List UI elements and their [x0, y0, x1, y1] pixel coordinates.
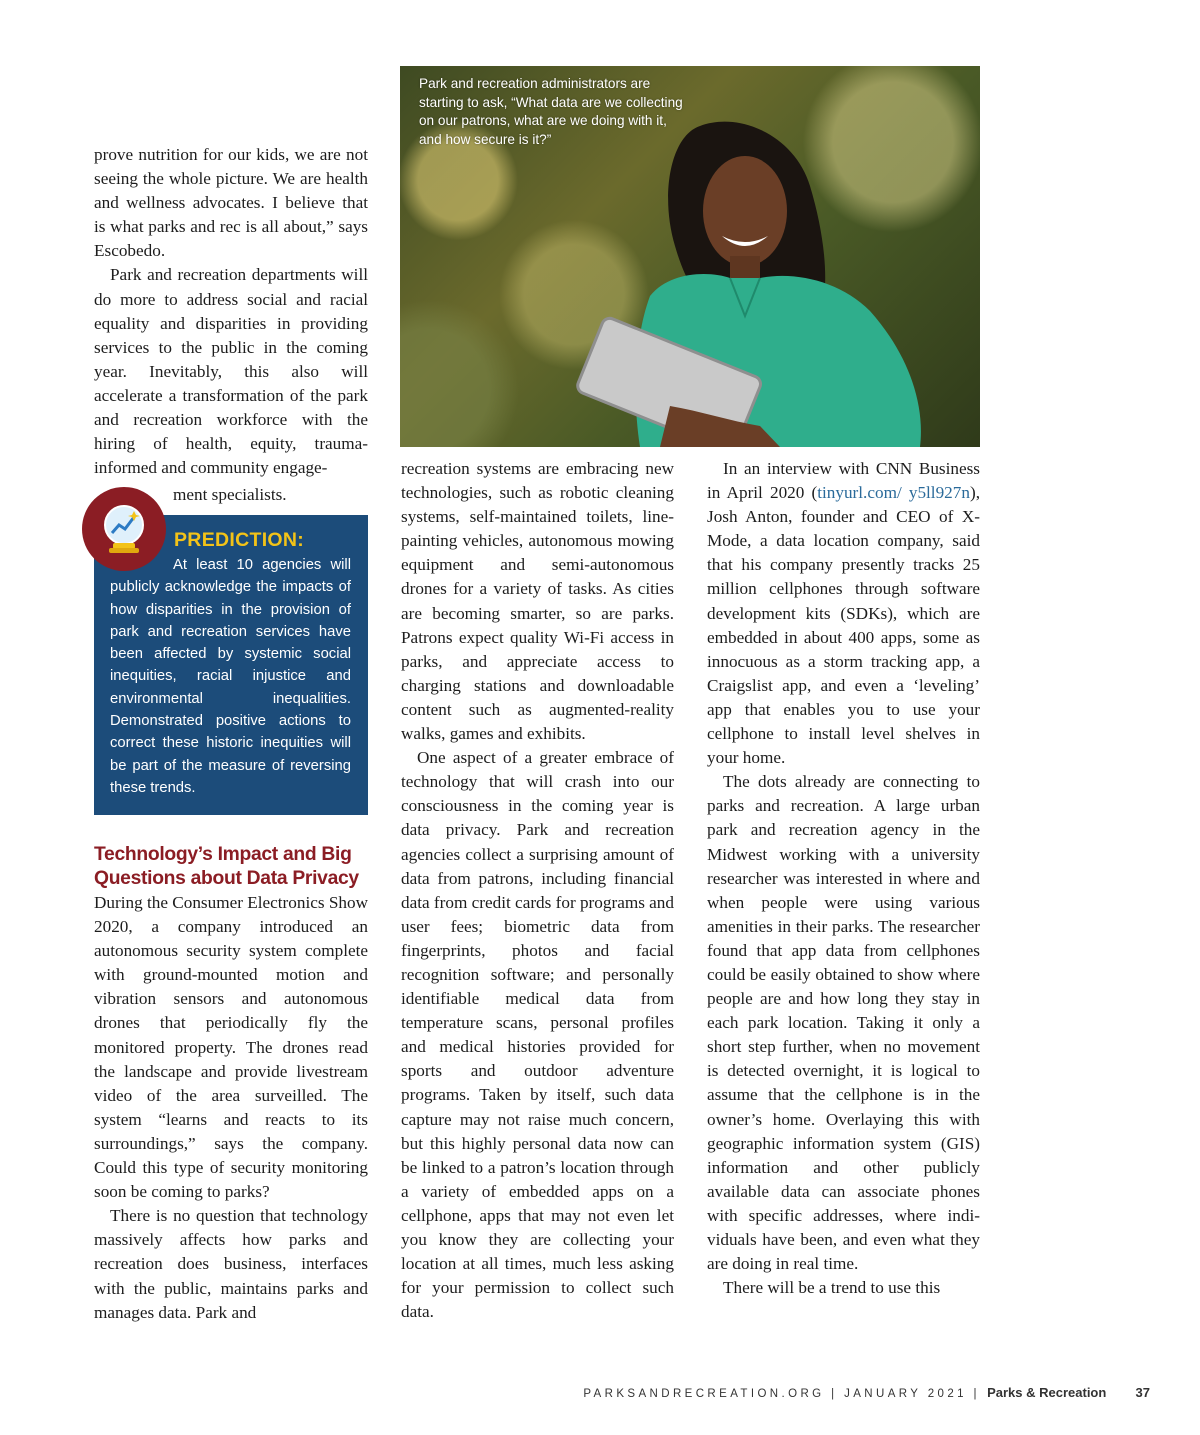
photo-caption: Park and recreation administrators are starting to ask, “What data are we collecting on our patrons, what are we doing with it, and how secure is it?” — [419, 76, 683, 147]
paragraph-end: ment specialists. — [173, 485, 287, 504]
prediction-heading: PREDICTION: — [174, 529, 305, 551]
paragraph: The dots already are connecting to parks and recreation. A large urban park and recreation agency in the Midwest working with a university researcher was interested in where and when people were using various amenities in their parks. The researcher found that app data from cellphones could be easily obtained to show where people are and how long they stay in each park location. Taking it only a short step further, when no movement is detected overnight, it is logical to assume that the cellphone is in the owner’s home. Overlaying this with geographic information system (GIS) information and other publicly available data can associate phones with specific addresses, where individuals have been, and even what they are doing in real time. — [707, 772, 980, 1274]
column-1-lower — [94, 891, 368, 1325]
page-footer — [0, 1385, 1150, 1400]
section-heading: Technology’s Impact and Big Questions about Data Privacy — [94, 844, 359, 889]
crystal-ball-icon — [82, 487, 166, 571]
paragraph: prove nutrition for our kids, we are not seeing the whole picture. We are health and wellness advocates. I believe that is what parks and rec is all about,” says Escobedo. — [94, 145, 368, 261]
prediction-text: At least 10 agencies will publicly acknowledge the impacts of how disparities in the provision of park and recreation services have been affected by systemic social inequities, racial injustice and environmental inequalities. Demonstrated positive actions to correct these historic inequities will be part of the measure of reversing these trends. — [110, 557, 351, 796]
article-link[interactable]: tinyurl.com/ y5ll927n — [817, 483, 970, 503]
page-number: 37 — [1135, 1385, 1150, 1400]
paragraph: recreation systems are embracing new technologies, such as robotic cleaning systems, self-maintained toilets, line-painting vehicles, autonomous mowing equipment and semi-autonomous drones for a variety of tasks. As cities are becoming smarter, so are parks. Patrons expect quality Wi-Fi access in parks, and appreciate access to charging stations and downloadable content such as augmented-reality walks, games and exhibits. — [401, 459, 674, 744]
paragraph: There is no question that technology massively affects how parks and recreation does business, interfaces with the public, maintains parks and manages data. Park and — [94, 1206, 368, 1322]
woman-with-tablet-photo — [400, 66, 980, 447]
paragraph: There will be a trend to use this — [723, 1278, 941, 1298]
paragraph: One aspect of a greater embrace of technology that will crash into our consciousness in the coming year is data privacy. Park and recreation agencies collect a surprising amount of data from patrons, including financial data from credit cards for programs and user fees; biometric data from fingerprints, photos and facial recognition software; and personally identifiable medical data from temperature scans, personal profiles and medical histories provided for sports and outdoor adventure programs. Taken by itself, such data capture may not raise much concern, but this highly personal data now can be linked to a patron’s location through a variety of embedded apps on a cellphone, apps that may not even let you know they are collecting your location at all times, much less asking for your permission to collect such data. — [401, 748, 674, 1322]
column-2 — [401, 457, 674, 1324]
paragraph: Park and recreation departments will do more to address social and racial equality and disparities in providing services to the public in the coming year. Inevitably, this also will accelerate a transformation of the park and recreation workforce with the hiring of health, equity, trauma-informed and community engage- — [94, 265, 368, 478]
paragraph-text: ), Josh Anton, founder and CEO of X-Mode, a data location company, said that his company presently tracks 25 million cellphones through software development kits (SDKs), which are embedded in about 400 apps, some as innocuous as a storm tracking app, a Craigslist app, and even a ‘leveling’ app that enables you to use your cellphone to install level shelves in your home. — [707, 483, 980, 768]
column-1 — [94, 143, 368, 480]
footer-site: PARKSANDRECREATION.ORG | JANUARY 2021 | — [583, 1388, 980, 1400]
footer-magazine: Parks & Recreation — [987, 1385, 1107, 1400]
column-3 — [707, 457, 980, 1300]
paragraph-text: In an interview with CNN Business in April 2020 ( — [707, 459, 980, 503]
paragraph: During the Consumer Electronics Show 2020, a company introduced an autonomous security system complete with ground-mounted motion and vibration sensors and autonomous drones that periodically fly the monitored property. The drones read the landscape and provide livestream video of the area surveilled. The system “learns and reacts to its surroundings,” says the company. Could this type of security monitoring soon be coming to parks? — [94, 893, 369, 1202]
paragraph — [707, 457, 980, 770]
